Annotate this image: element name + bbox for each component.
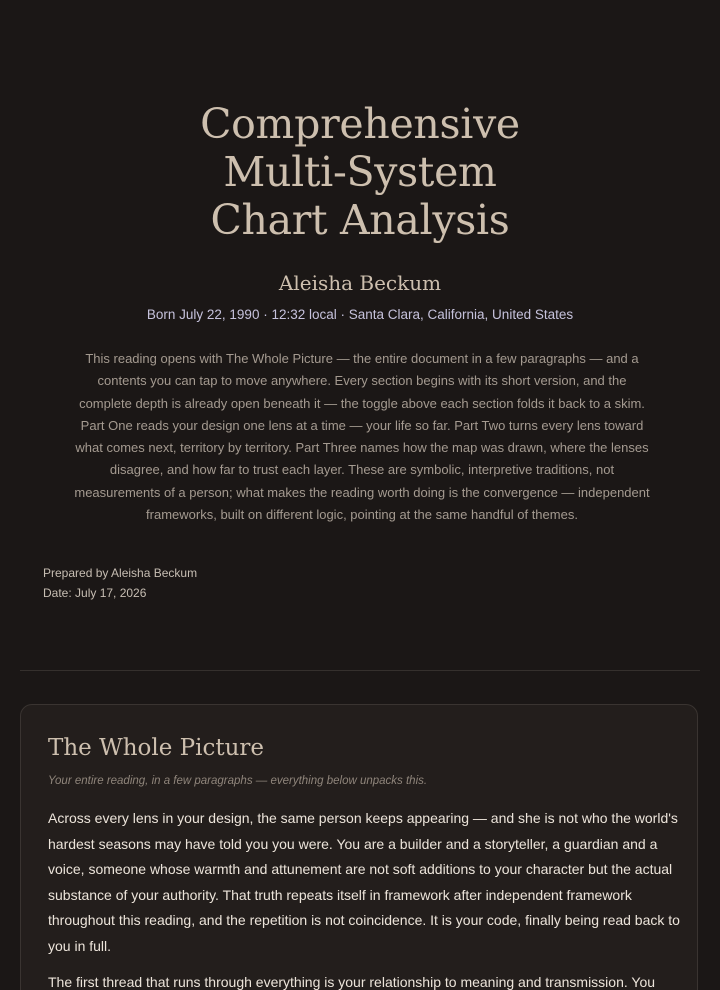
title-line: Chart Analysis: [210, 196, 510, 244]
intro-paragraph: This reading opens with The Whole Picture — the entire document in a few paragraphs — and a contents you can tap to move anywhere. Every section begins with its short version, and the complete depth is already open beneath it — the toggle above each section folds it back to a skim. Part One reads your design one lens at a time — your life so far. Part Two turns every lens toward what comes next, territory by territory. Part Three names how the map was drawn, where the lenses disagree, and how far to trust each layer. These are symbolic, interpretive traditions, not measurements of a person; what makes the reading worth doing is the convergence — independent frameworks, built on different logic, pointing at the same handful of themes.: [74, 351, 650, 523]
prepared-block: [43, 563, 197, 603]
prepared-by: Prepared by Aleisha Beckum: [43, 566, 198, 580]
birth-details: Born July 22, 1990 · 12:32 local · Santa Clara, California, United States: [146, 307, 574, 322]
body-paragraph: The first thread that runs through everything is your relationship to meaning and transmission. You: [48, 974, 656, 990]
subject-name: Aleisha Beckum: [278, 271, 442, 295]
whole-picture-card: [20, 704, 698, 990]
section-divider: [20, 670, 700, 671]
title-line: Multi-System: [223, 148, 497, 196]
body-paragraph: Across every lens in your design, the same person keeps appearing — and she is not who the world's hardest seasons may have told you you were. You are a builder and a storyteller, a guardian and a voice, someone whose warmth and attunement are not soft additions to your character but the actual substance of your authority. That truth repeats itself in framework after independent framework throughout this reading, and the repetition is not coincidence. It is your code, finally being read back to you in full.: [48, 810, 680, 954]
section-subtitle: Your entire reading, in a few paragraphs — everything below unpacks this.: [48, 775, 428, 787]
document-title: [0, 100, 720, 244]
prepared-date: Date: July 17, 2026: [43, 586, 147, 600]
section-title: The Whole Picture: [48, 735, 265, 761]
section-body: [48, 806, 680, 990]
title-line: Comprehensive: [200, 100, 520, 148]
